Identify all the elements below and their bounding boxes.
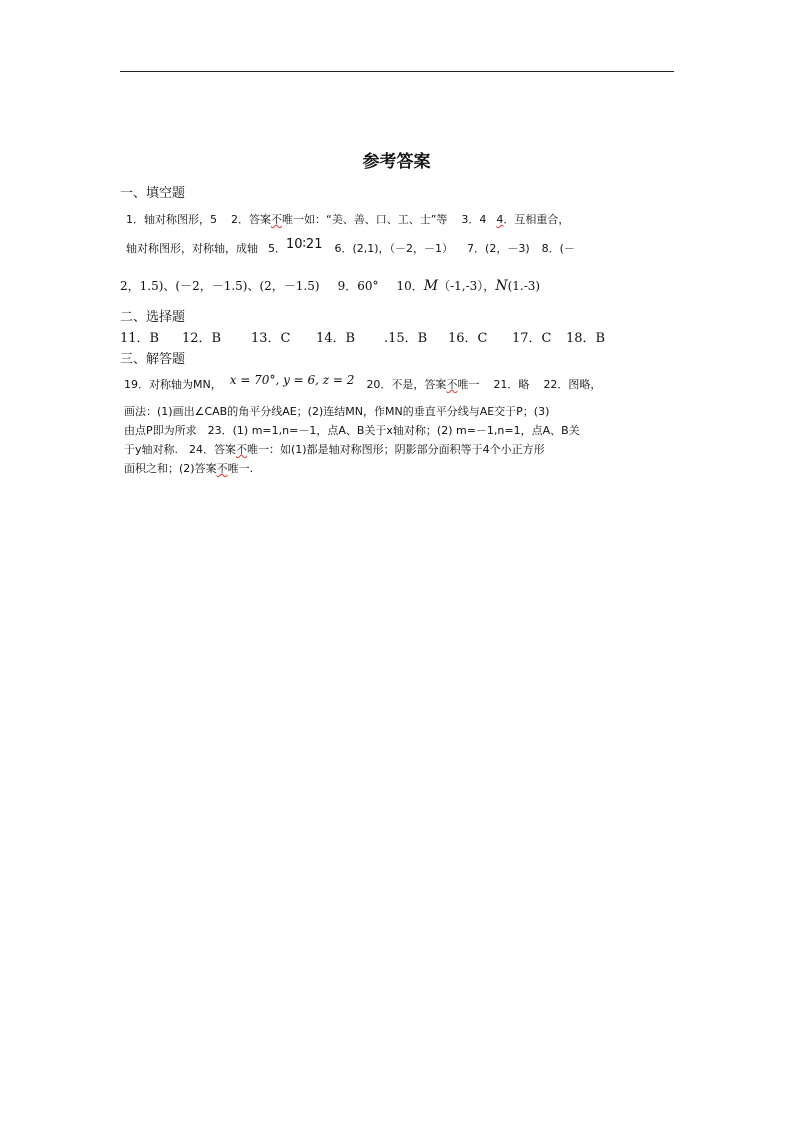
solve-line-5: [124, 460, 253, 476]
choice-answer: 14．B: [316, 331, 356, 346]
solve-line-3: 由点P即为所求 23．(1) m=1,n=－1，点A、B关于x轴对称；(2) m=－1,n=1，点A、B关: [124, 424, 580, 437]
section-heading-answer: 三、解答题: [120, 352, 186, 367]
answer-4-continued: 轴对称图形，对称轴，成轴: [126, 242, 258, 255]
answer-2-label: 2．答案: [231, 213, 271, 226]
answer-21: 21．略: [493, 378, 530, 391]
answer-19-label: 19．对称轴为MN，: [124, 378, 222, 391]
answer-10-label: 10．: [396, 279, 424, 293]
answer-2-underlined: 不: [271, 213, 282, 226]
answer-4-number: 4: [496, 213, 504, 226]
choice-answer: 17．C: [512, 331, 552, 346]
answer-7: 7．(2，－3): [467, 242, 530, 255]
answer-3: 3．4: [461, 213, 487, 226]
answer-24-underlined: 不: [236, 443, 248, 456]
fill-line-3: [120, 277, 540, 294]
answer-8-continued: 2，1.5)、(－2，－1.5)、(2，－1.5): [120, 279, 320, 293]
answer-10-n-value: (1.-3): [507, 279, 541, 293]
answer-20-underlined: 不: [446, 378, 458, 391]
answer-8-start: 8．(－: [541, 242, 575, 255]
header-rule: [120, 71, 674, 72]
choice-answer: 18．B: [566, 331, 606, 346]
answer-19-math: x = 70°, y = 6, z = 2: [229, 373, 355, 387]
choice-answer: .15．B: [384, 331, 428, 346]
answer-4-text: ．互相重合，: [503, 213, 570, 226]
solve-line-2: 画法：(1)画出∠CAB的角平分线AE；(2)连结MN，作MN的垂直平分线与AE交于P；(3): [124, 405, 550, 418]
answer-24-text: 唯一：如(1)都是轴对称图形；阴影部分面积等于4个小正方形: [247, 443, 545, 456]
answer-6: 6．(2,1)，（－2，－1）: [334, 242, 454, 255]
fill-line-1: [126, 211, 569, 227]
answer-24-label: 于y轴对称. 24．答案: [124, 443, 237, 456]
answer-10-m: M: [423, 278, 439, 294]
section-heading-fill-blank: 一、填空题: [120, 186, 186, 201]
answer-9: 9．60°: [337, 279, 379, 293]
choice-answers: [120, 327, 605, 346]
answer-5-clock: 10∶21: [286, 237, 323, 252]
answer-24-end: 唯一.: [227, 462, 254, 475]
answer-10-m-value: （-1,-3），: [438, 279, 496, 293]
choice-answer: 11．B: [120, 331, 160, 346]
choice-answer: 13．C: [251, 331, 291, 346]
solve-line-1: [124, 373, 602, 392]
answer-2-text: 唯一如：“美、善、口、工、士”等: [282, 213, 448, 226]
section-heading-choice: 二、选择题: [120, 310, 186, 325]
choice-answer: 16．C: [448, 331, 488, 346]
solve-line-4: [124, 441, 545, 457]
answer-20-label: 20．不是，答案: [366, 378, 447, 391]
fill-line-2: [126, 237, 575, 256]
answer-24-continued: 面积之和；(2)答案: [124, 462, 217, 475]
page-title: 参考答案: [362, 152, 431, 172]
answer-20-text: 唯一: [457, 378, 480, 391]
answer-24-underlined-2: 不: [216, 462, 228, 475]
answer-10-n: N: [495, 278, 508, 294]
answer-1: 1．轴对称图形，5: [126, 213, 217, 226]
answer-22: 22．图略，: [543, 378, 602, 391]
answer-5-label: 5．: [268, 242, 286, 255]
choice-answer: 12．B: [182, 331, 222, 346]
